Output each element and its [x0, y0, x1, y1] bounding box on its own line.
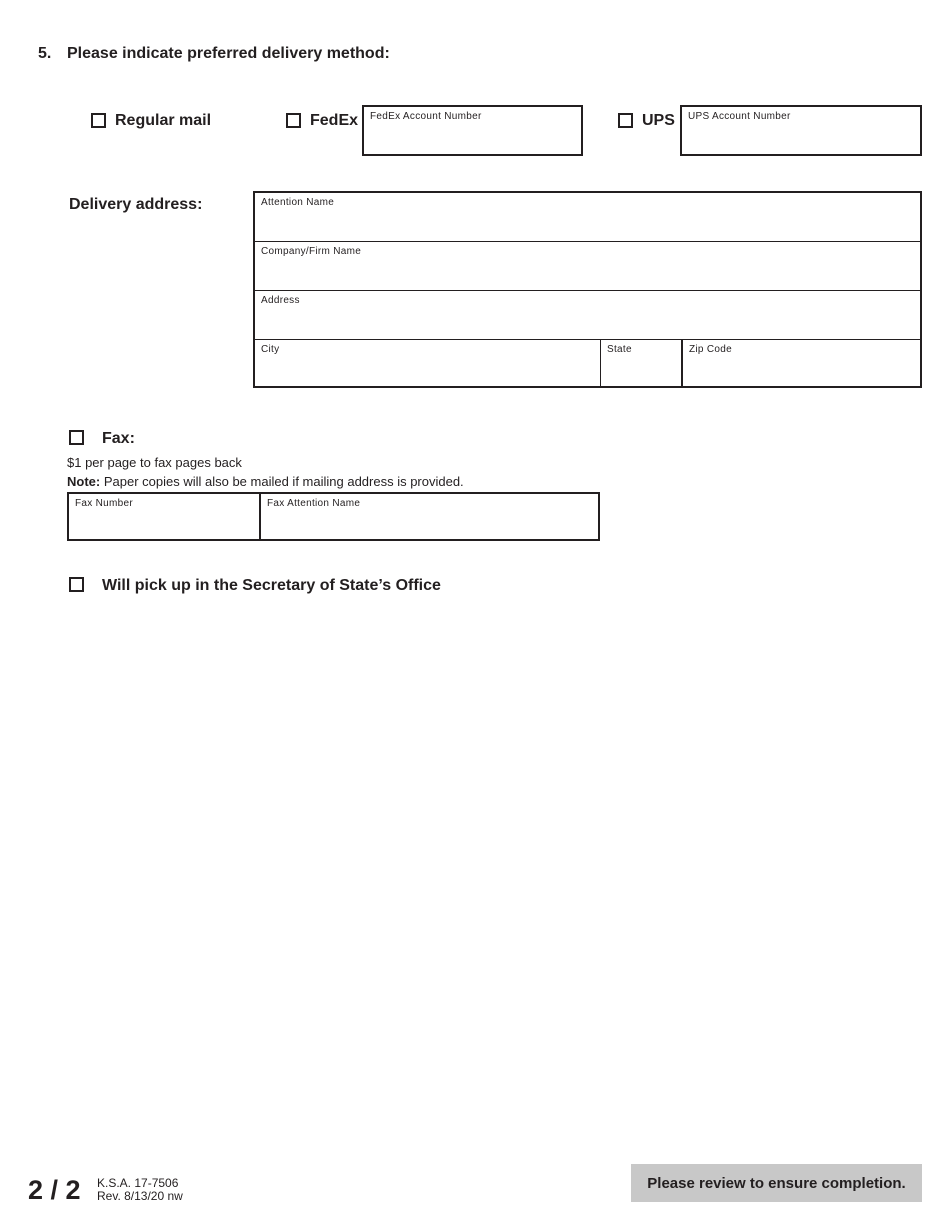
statute-info [97, 1177, 183, 1203]
fax-number-field[interactable] [69, 494, 259, 539]
pickup-label: Will pick up in the Secretary of State’s Office [102, 577, 441, 594]
fedex-checkbox[interactable] [286, 113, 301, 128]
pickup-checkbox[interactable] [69, 577, 84, 592]
delivery-address-label: Delivery address: [69, 196, 203, 213]
question-text: Please indicate preferred delivery method: [67, 45, 390, 62]
ups-account-field[interactable] [680, 105, 922, 156]
company-name-label: Company/Firm Name [261, 246, 362, 257]
review-notice: Please review to ensure completion. [631, 1164, 922, 1202]
fedex-account-label: FedEx Account Number [370, 111, 482, 122]
fax-price-text: $1 per page to fax pages back [67, 455, 242, 470]
company-name-field[interactable] [255, 242, 920, 291]
ups-checkbox[interactable] [618, 113, 633, 128]
city-state-zip-row [255, 340, 920, 386]
ups-label: UPS [642, 112, 675, 129]
statute-text: K.S.A. 17-7506 [97, 1176, 179, 1190]
regular-mail-checkbox[interactable] [91, 113, 106, 128]
address-field[interactable] [255, 291, 920, 340]
delivery-address-table [253, 191, 922, 388]
attention-name-field[interactable] [255, 193, 920, 242]
fax-note-bold: Note: [67, 474, 101, 489]
attention-name-label: Attention Name [261, 197, 335, 208]
city-field[interactable] [255, 340, 600, 386]
state-label: State [607, 344, 632, 355]
fax-attention-label: Fax Attention Name [267, 498, 361, 509]
fedex-account-field[interactable] [362, 105, 583, 156]
zip-field[interactable] [681, 340, 920, 386]
zip-label: Zip Code [689, 344, 732, 355]
city-label: City [261, 344, 280, 355]
question-number: 5. [38, 45, 52, 62]
state-field[interactable] [600, 340, 681, 386]
ups-account-label: UPS Account Number [688, 111, 791, 122]
fax-checkbox[interactable] [69, 430, 84, 445]
fax-attention-field[interactable] [259, 494, 598, 539]
fax-note [67, 474, 464, 489]
page-number: 2 / 2 [28, 1175, 81, 1205]
revision-text: Rev. 8/13/20 nw [97, 1189, 183, 1203]
fax-note-text: Paper copies will also be mailed if mailing address is provided. [100, 474, 464, 489]
fax-label: Fax: [102, 430, 135, 447]
fax-table [67, 492, 600, 541]
address-label: Address [261, 295, 300, 306]
fax-number-label: Fax Number [75, 498, 134, 509]
fedex-label: FedEx [310, 112, 359, 129]
regular-mail-label: Regular mail [115, 112, 212, 129]
